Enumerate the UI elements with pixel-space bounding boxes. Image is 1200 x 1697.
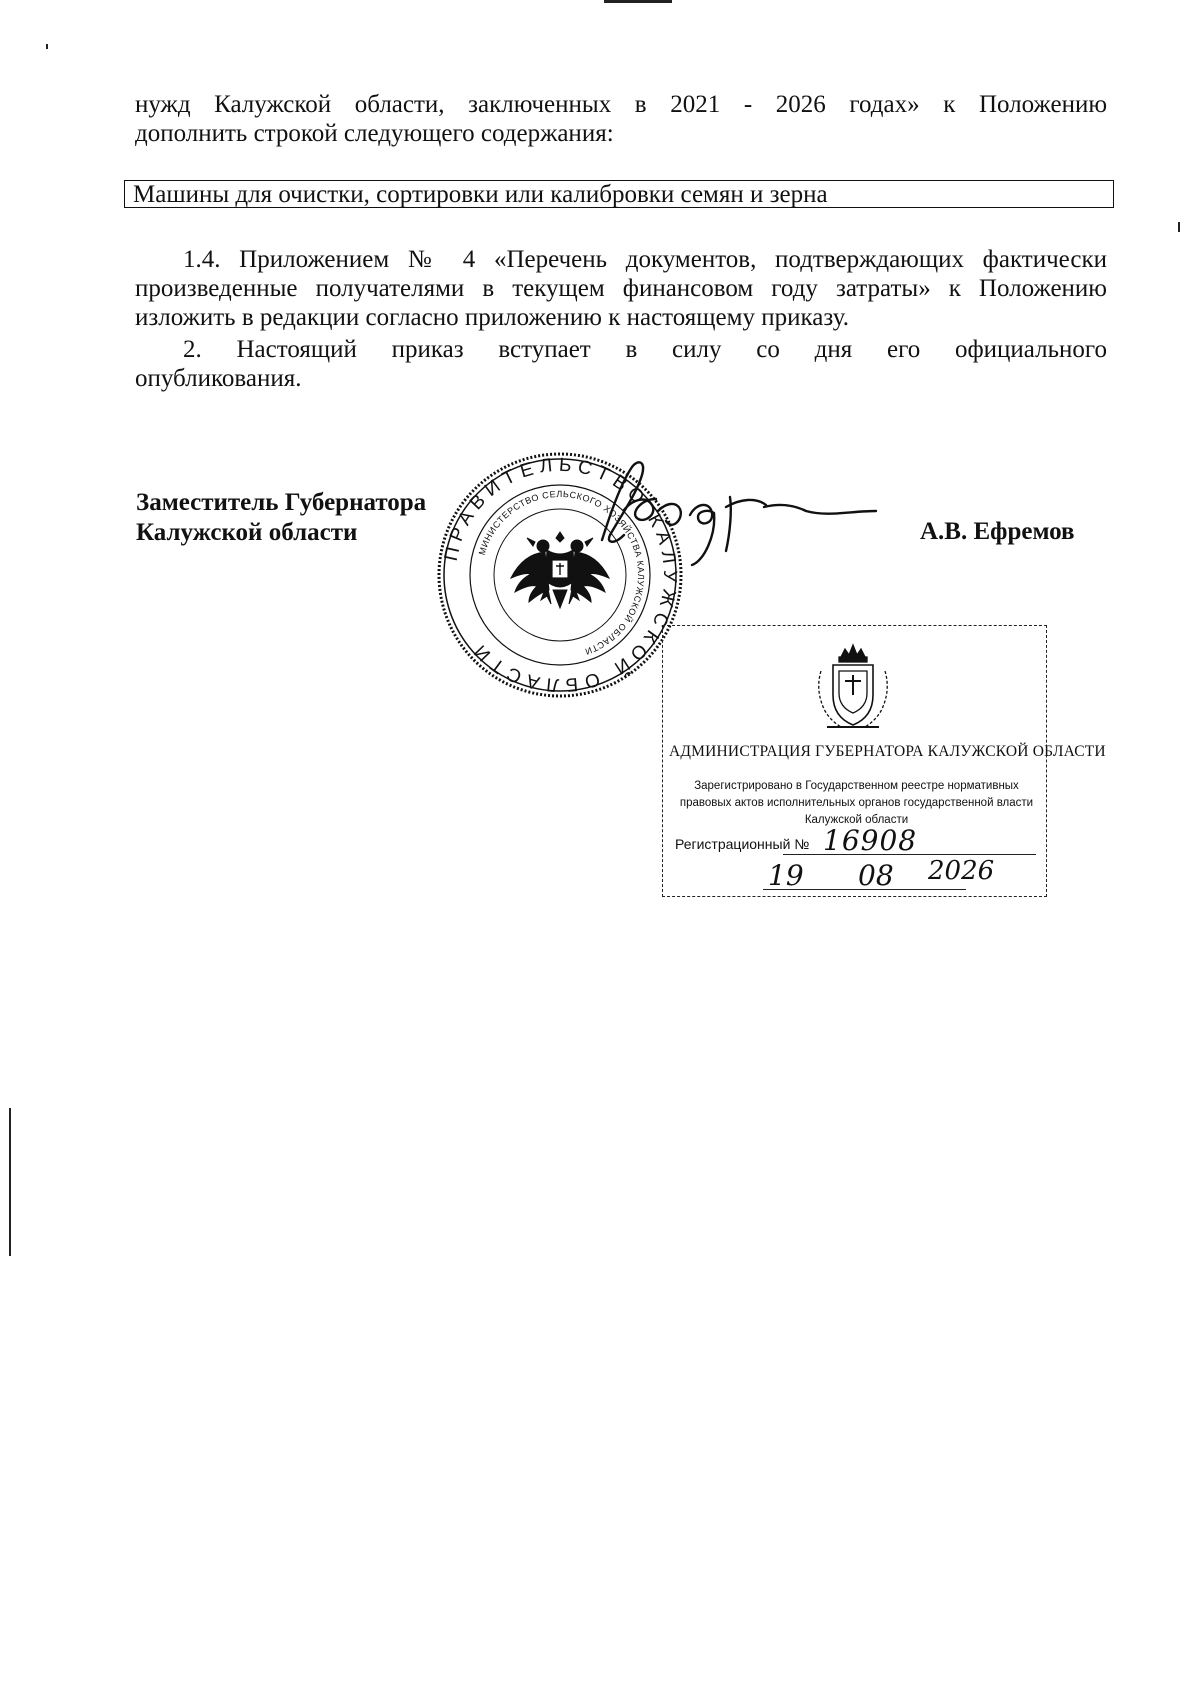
registration-number-label: Регистрационный № (675, 836, 810, 852)
paragraph-item-2 (135, 335, 1107, 393)
scan-artifact (46, 44, 48, 49)
stamp-note-line: Зарегистрировано в Государственном реестре нормативных (694, 780, 1019, 792)
paragraph-line: 2. Настоящий приказ вступает в силу со дня его официального (183, 336, 1107, 363)
registration-date-month: 08 (858, 859, 894, 892)
registration-date-year: 2026 (928, 856, 995, 886)
coat-of-arms-icon (813, 641, 893, 733)
registration-stamp (662, 625, 1106, 897)
paragraph-line: 1.4. Приложением № 4 «Перечень документов, подтверждающих фактически (183, 246, 1107, 273)
paragraph-line: опубликования. (135, 365, 302, 392)
stamp-note-line: Калужской области (804, 814, 909, 826)
seal-inner-text: МИНИСТЕРСТВО СЕЛЬСКОГО ХОЗЯЙСТВА КАЛУЖСКОЙ ОБЛАСТИ (476, 488, 647, 657)
paragraph-line: нужд Калужской области, заключенных в 2021 - 2026 годах» к Положению (135, 91, 1107, 118)
paragraph-line: произведенные получателями в текущем финансовом году затраты» к Положению (135, 275, 1107, 302)
stamp-note (675, 778, 1038, 829)
margin-line (9, 1108, 11, 1256)
registration-number-value: 16908 (823, 824, 918, 857)
scan-artifact (1178, 222, 1180, 232)
seal-outer-text: ПРАВИТЕЛЬСТВО КАЛУЖСКОЙ ОБЛАСТИ (440, 454, 681, 696)
signatory-name: А.В. Ефремов (920, 518, 1075, 545)
stamp-organization: АДМИНИСТРАЦИЯ ГУБЕРНАТОРА КАЛУЖСКОЙ ОБЛАСТИ (669, 743, 1106, 760)
paragraph-item-1-4 (135, 245, 1107, 332)
paragraph-continuation (135, 90, 1107, 148)
handwritten-signature-icon (580, 455, 880, 575)
paragraph-line: дополнить строкой следующего содержания: (135, 120, 614, 147)
signatory-title (136, 488, 426, 548)
inserted-table-row: Машины для очистки, сортировки или калибровки семян и зерна (124, 180, 1114, 208)
signatory-title-line: Заместитель Губернатора (136, 489, 427, 516)
signatory-title-line: Калужской области (136, 519, 358, 546)
stamp-note-line: правовых актов исполнительных органов государственной власти (679, 797, 1034, 809)
paragraph-line: изложить в редакции согласно приложению к настоящему приказу. (135, 304, 849, 331)
registration-date-day: 19 (768, 859, 804, 892)
scan-artifact (604, 0, 672, 3)
